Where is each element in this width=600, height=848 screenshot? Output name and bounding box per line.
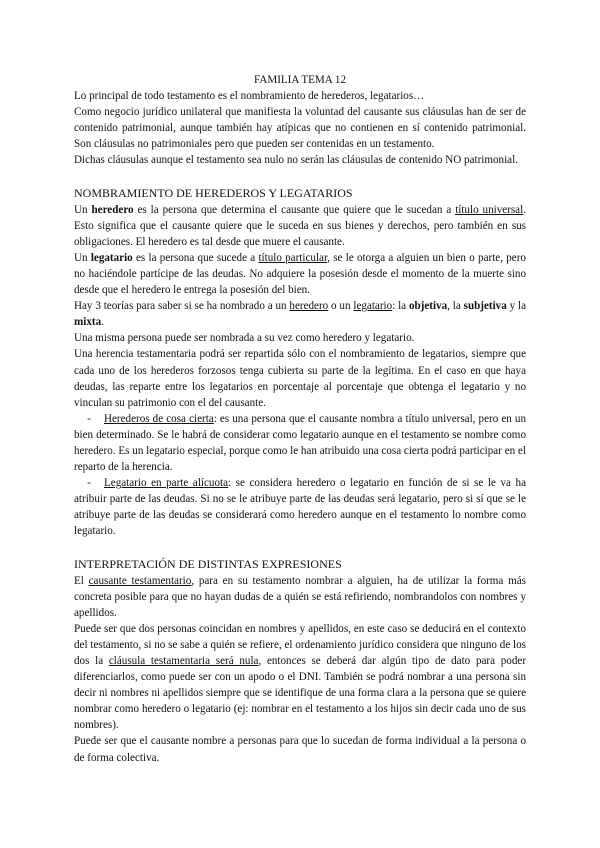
spacer bbox=[74, 540, 526, 556]
titulo-universal-underlined: título universal bbox=[455, 203, 524, 216]
subjetiva-term: subjetiva bbox=[463, 300, 507, 313]
text-run: , la bbox=[447, 300, 464, 313]
text-run: : la bbox=[392, 300, 409, 313]
text-run: : se considera heredero o legatario en función de si se le va ha atribuir parte de las deudas. Si no se le atribuye parte de las deudas será legatario, pero si sí que se le atribuye parte de las deudas se considerará como heredero aunque en el testamento lo nombre como legatario. bbox=[74, 477, 526, 538]
text-run: , se le otorga a alguien un bien o parte, pero no haciéndole partícipe de las deudas. No adquiere la posesión desde el momento de la muerte sino desde que el heredero le entrega la posesión del bien. bbox=[74, 251, 526, 297]
section-heading-interpretacion: INTERPRETACIÓN DE DISTINTAS EXPRESIONES bbox=[74, 556, 342, 571]
text-run: o un bbox=[328, 300, 354, 313]
bullet-dash: - bbox=[87, 477, 91, 490]
text-run: es la persona que sucede a bbox=[132, 251, 259, 264]
parte-alicuota-term: Legatario en parte alícuota bbox=[104, 477, 229, 490]
text-run: : es una persona que el causante nombra a título universal, pero en un bien determinado. Se le habrá de considerar como legatario aunque en el testamento se nombre como heredero. Es un legatario especial, porque como le han atribuido una cosa cierta podrá participar en el reparto de la herencia. bbox=[74, 412, 527, 474]
document-title: FAMILIA TEMA 12 bbox=[253, 74, 347, 86]
intro-paragraph-2: Como negocio jurídico unilateral que manifiesta la voluntad del causante sus cláusulas han de ser de contenido patrimonial, aunque también hay atípicas que no contienen en sí contenido patrimonial. Son cláusulas no patrimoniales pero que pueden ser contenidas en un testamento. bbox=[74, 106, 526, 151]
spacer bbox=[74, 169, 526, 185]
legatario-paragraph bbox=[74, 250, 526, 298]
legatario-term: legatario bbox=[90, 251, 133, 264]
text-run: Un bbox=[74, 251, 91, 264]
text-run: . Esto significa que el causante quiere que le suceda en sus bienes y derechos, pero también en sus obligaciones. El heredero es tal desde que muere el causante. bbox=[74, 203, 526, 248]
misma-persona-paragraph: Una misma persona puede ser nombrada a su vez como heredero y legatario. bbox=[74, 332, 415, 345]
cosa-cierta-term: Herederos de cosa cierta bbox=[104, 412, 214, 425]
mixta-term: mixta bbox=[74, 316, 102, 329]
text-run: El bbox=[74, 574, 89, 587]
herencia-paragraph: Una herencia testamentaria podrá ser repartida sólo con el nombramiento de legatarios, siempre que cada uno de los herederos forzosos tenga cubierta su parte de la legítima. En el caso en que haya deudas, las reparte entre los legatarios en porcentaje al porcentaje que obtenga el legatario y no vinculan su patrimonio con el del causante. bbox=[74, 348, 526, 409]
text-run: Hay 3 teorías para saber si se ha nombrado a un bbox=[74, 300, 290, 313]
causante-paragraph bbox=[74, 573, 526, 621]
teorias-paragraph bbox=[74, 298, 526, 330]
section-heading-nombramiento: NOMBRAMIENTO DE HEREDEROS Y LEGATARIOS bbox=[74, 185, 353, 200]
bullet-parte-alicuota bbox=[74, 475, 526, 539]
text-run: , para en su testamento nombrar a alguien, ha de utilizar la forma más concreta posible para que no hayan dudas de a quién se está refiriendo, nombrandolos con nombres y apellidos. bbox=[74, 574, 526, 619]
clausula-nula-underlined: cláusula testamentaria será nula bbox=[108, 655, 259, 667]
bullet-cosa-cierta bbox=[74, 411, 526, 475]
heredero-term: heredero bbox=[91, 203, 134, 216]
legatario-underlined: legatario bbox=[353, 300, 393, 313]
text-run: . bbox=[101, 316, 104, 329]
text-run: y la bbox=[506, 300, 527, 313]
text-run: , entonces se deberá dar algún tipo de dato para poder diferenciarlos, como puede ser con un apodo o el DNI. También se podrá nombrar a una persona sin decir ni nombres ni apellidos siempre que se identifique de una forma clara a la persona que se quiere nombrar como heredero o legatario (ej: nombrar en el testamento a los hijos sin decir cada uno de sus nombres). bbox=[74, 655, 527, 732]
heredero-underlined: heredero bbox=[289, 300, 329, 313]
text-run: Un bbox=[74, 203, 92, 216]
coincidencia-paragraph bbox=[74, 621, 526, 734]
objetiva-term: objetiva bbox=[408, 300, 448, 313]
causante-testamentario-underlined: causante testamentario bbox=[88, 574, 192, 587]
titulo-particular-underlined: título particular bbox=[258, 251, 328, 264]
colectiva-paragraph: Puede ser que el causante nombre a personas para que lo sucedan de forma individual a la persona o de forma colectiva. bbox=[74, 735, 526, 764]
text-run: es la persona que determina el causante que quiere que le sucedan a bbox=[133, 203, 456, 216]
bullet-dash: - bbox=[87, 412, 91, 425]
text-run: Puede ser que dos personas coincidan en nombres y apellidos, en este caso se deducirá en el contexto del testamento, si no se sabe a quién se refiere, el ordenamiento jurídico considera que ninguno de los dos la bbox=[74, 622, 526, 667]
intro-paragraph-1: Lo principal de todo testamento es el nombramiento de herederos, legatarios… bbox=[74, 90, 425, 103]
intro-paragraph-3: Dichas cláusulas aunque el testamento sea nulo no serán las cláusulas de contenido NO patrimonial. bbox=[74, 154, 518, 167]
heredero-paragraph bbox=[74, 202, 526, 250]
